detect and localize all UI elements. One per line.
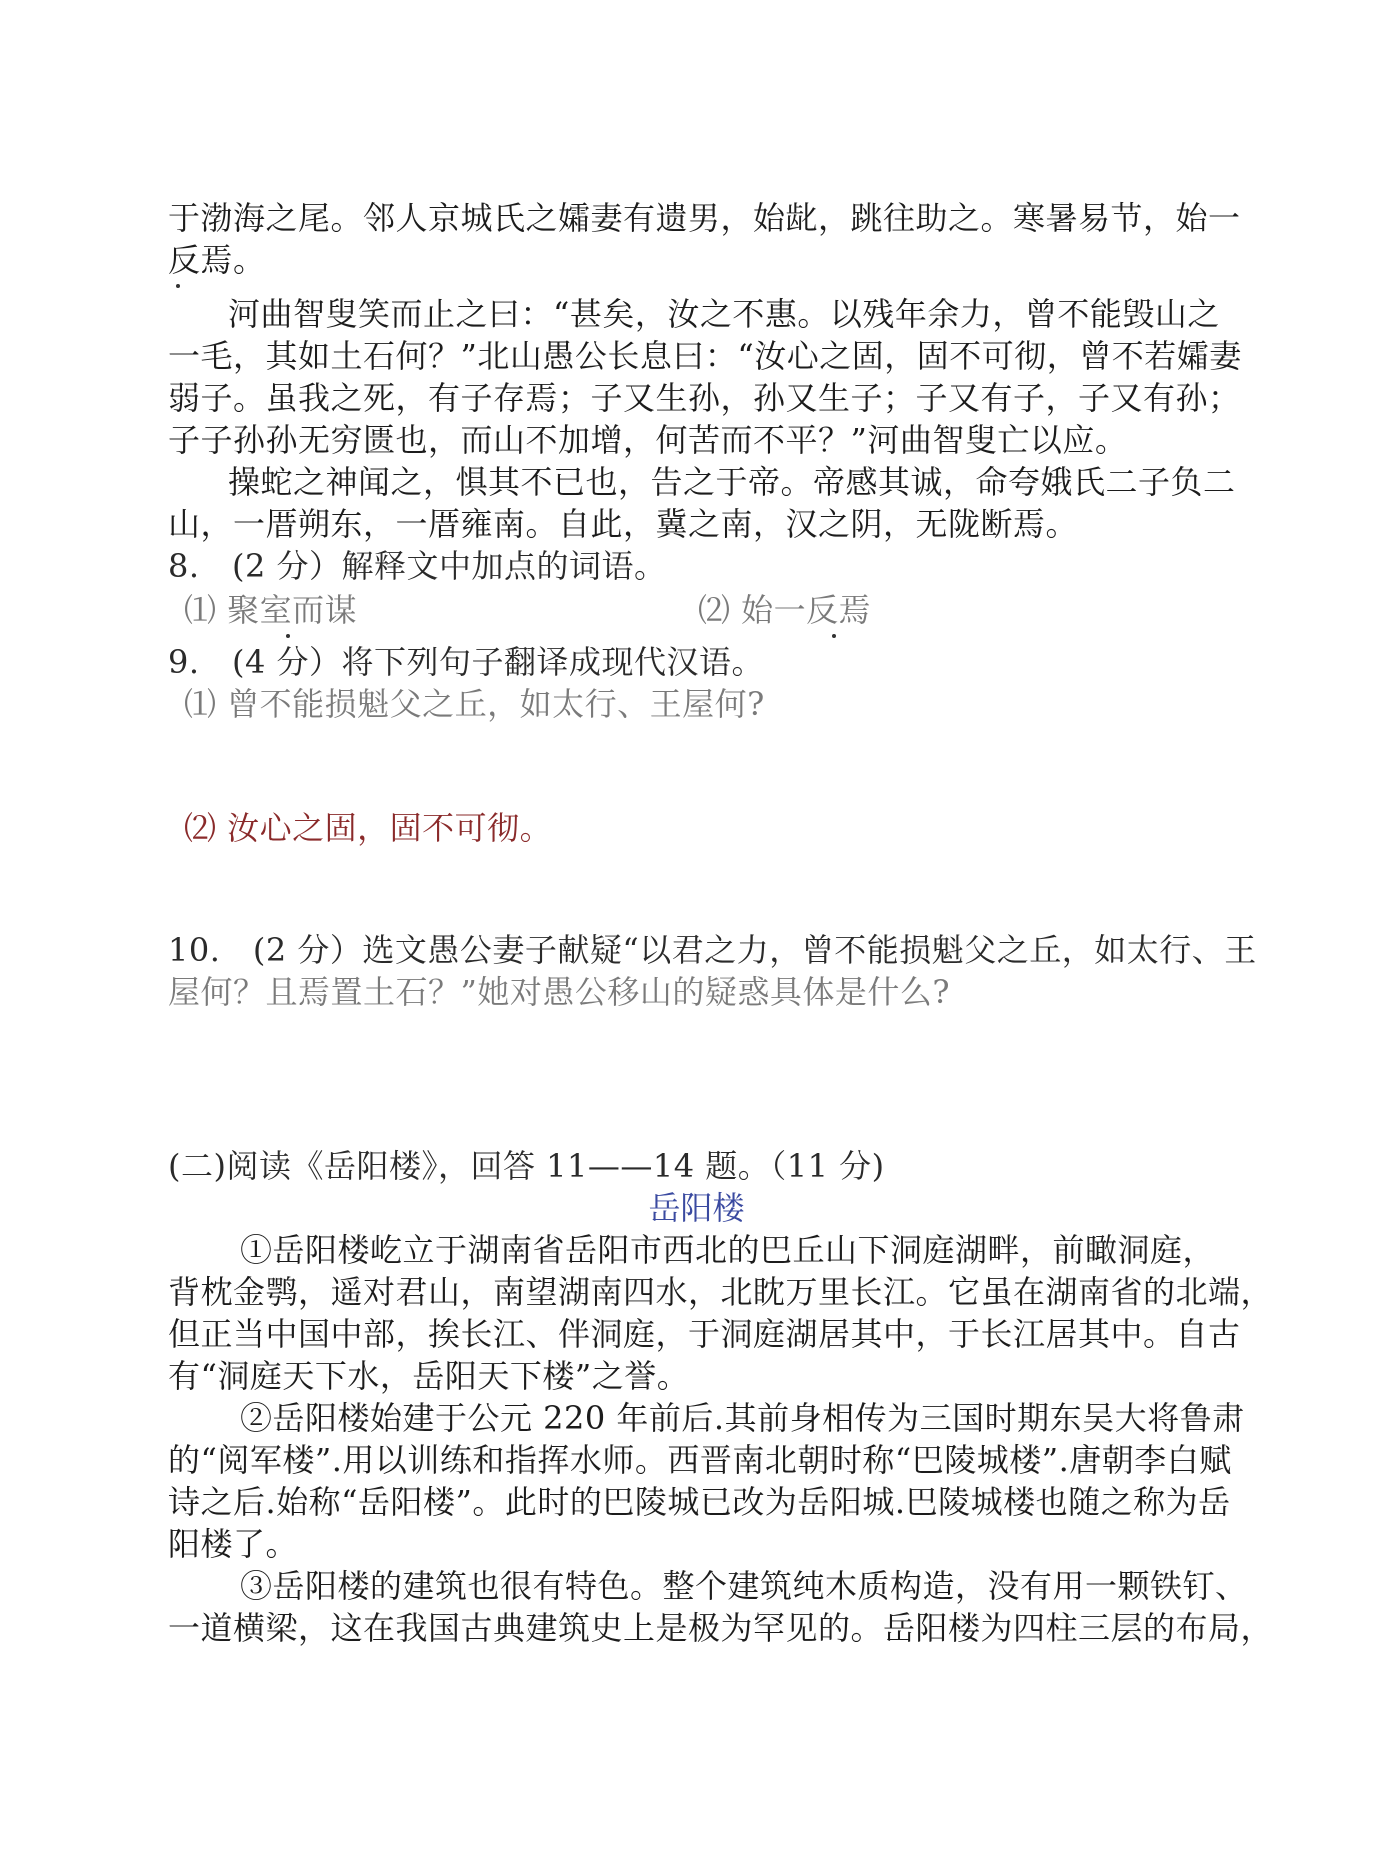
article-paragraph-line: ①岳阳楼屹立于湖南省岳阳市西北的巴丘山下洞庭湖畔，前瞰洞庭， — [240, 1231, 1216, 1269]
passage-line: 一毛，其如土石何？”北山愚公长息曰：“汝心之固，固不可彻，曾不若孀妻 — [168, 337, 1242, 375]
passage-line: 山，一厝朔东，一厝雍南。自此，冀之南，汉之阴，无陇断焉。 — [168, 505, 1079, 543]
article-paragraph-line: ③岳阳楼的建筑也很有特色。整个建筑纯木质构造，没有用一颗铁钉、 — [240, 1567, 1248, 1605]
passage-line: 河曲智叟笑而止之曰：“甚矣，汝之不惠。以残年余力，曾不能毁山之 — [228, 295, 1220, 333]
article-paragraph-line: ②岳阳楼始建于公元 220 年前后.其前身相传为三国时期东吴大将鲁肃 — [240, 1399, 1245, 1437]
section-2-heading: (二)阅读《岳阳楼》，回答 11——14 题。（11 分) — [168, 1147, 885, 1185]
article-paragraph-line: 背枕金鹗，遥对君山，南望湖南四水，北眈万里长江。它虽在湖南省的北端， — [168, 1273, 1274, 1311]
question-9-item-1: ⑴ 曾不能损魁父之丘，如太行、王屋何? — [184, 685, 765, 723]
article-paragraph-line: 但正当中国中部，挨长江、伴洞庭，于洞庭湖居其中，于长江居其中。自古 — [168, 1315, 1241, 1353]
passage-line: 操蛇之神闻之，惧其不已也，告之于帝。帝感其诚，命夸娥氏二子负二 — [228, 463, 1236, 501]
article-paragraph-line: 阳楼了。 — [168, 1525, 299, 1563]
question-8-stem: 8. (2 分）解释文中加点的词语。 — [168, 547, 667, 585]
question-8-item-1: ⑴ 聚室而谋 — [184, 591, 358, 629]
question-8-item-2: ⑵ 始一反焉 — [698, 591, 872, 629]
article-title: 岳阳楼 — [648, 1189, 745, 1227]
passage-line: 于渤海之尾。邻人京城氏之孀妻有遗男，始龀，跳往助之。寒暑易节，始一 — [168, 199, 1241, 237]
passage-line: 反焉。 — [168, 241, 266, 279]
emphasis-dot — [176, 284, 180, 288]
question-9-item-2: ⑵ 汝心之固，固不可彻。 — [184, 809, 553, 847]
article-paragraph-line: 诗之后.始称“岳阳楼”。此时的巴陵城已改为岳阳城.巴陵城楼也随之称为岳 — [168, 1483, 1231, 1521]
emphasis-dot — [832, 634, 836, 638]
question-9-stem: 9. (4 分）将下列句子翻译成现代汉语。 — [168, 643, 765, 681]
question-10-line-1: 10. (2 分）选文愚公妻子献疑“以君之力，曾不能损魁父之丘，如太行、王 — [168, 931, 1257, 969]
article-paragraph-line: 有“洞庭天下水，岳阳天下楼”之誉。 — [168, 1357, 690, 1395]
passage-line: 子子孙孙无穷匮也，而山不加增，何苦而不平？”河曲智叟亡以应。 — [168, 421, 1128, 459]
article-paragraph-line: 一道横梁，这在我国古典建筑史上是极为罕见的。岳阳楼为四柱三层的布局， — [168, 1609, 1274, 1647]
emphasis-dot — [286, 634, 290, 638]
passage-line: 弱子。虽我之死，有子存焉；子又生孙，孙又生子；子又有子，子又有孙； — [168, 379, 1241, 417]
article-paragraph-line: 的“阅军楼”.用以训练和指挥水师。西晋南北朝时称“巴陵城楼”.唐朝李白赋 — [168, 1441, 1232, 1479]
question-10-line-2: 屋何？且焉置土石？”她对愚公移山的疑惑具体是什么? — [168, 973, 951, 1011]
